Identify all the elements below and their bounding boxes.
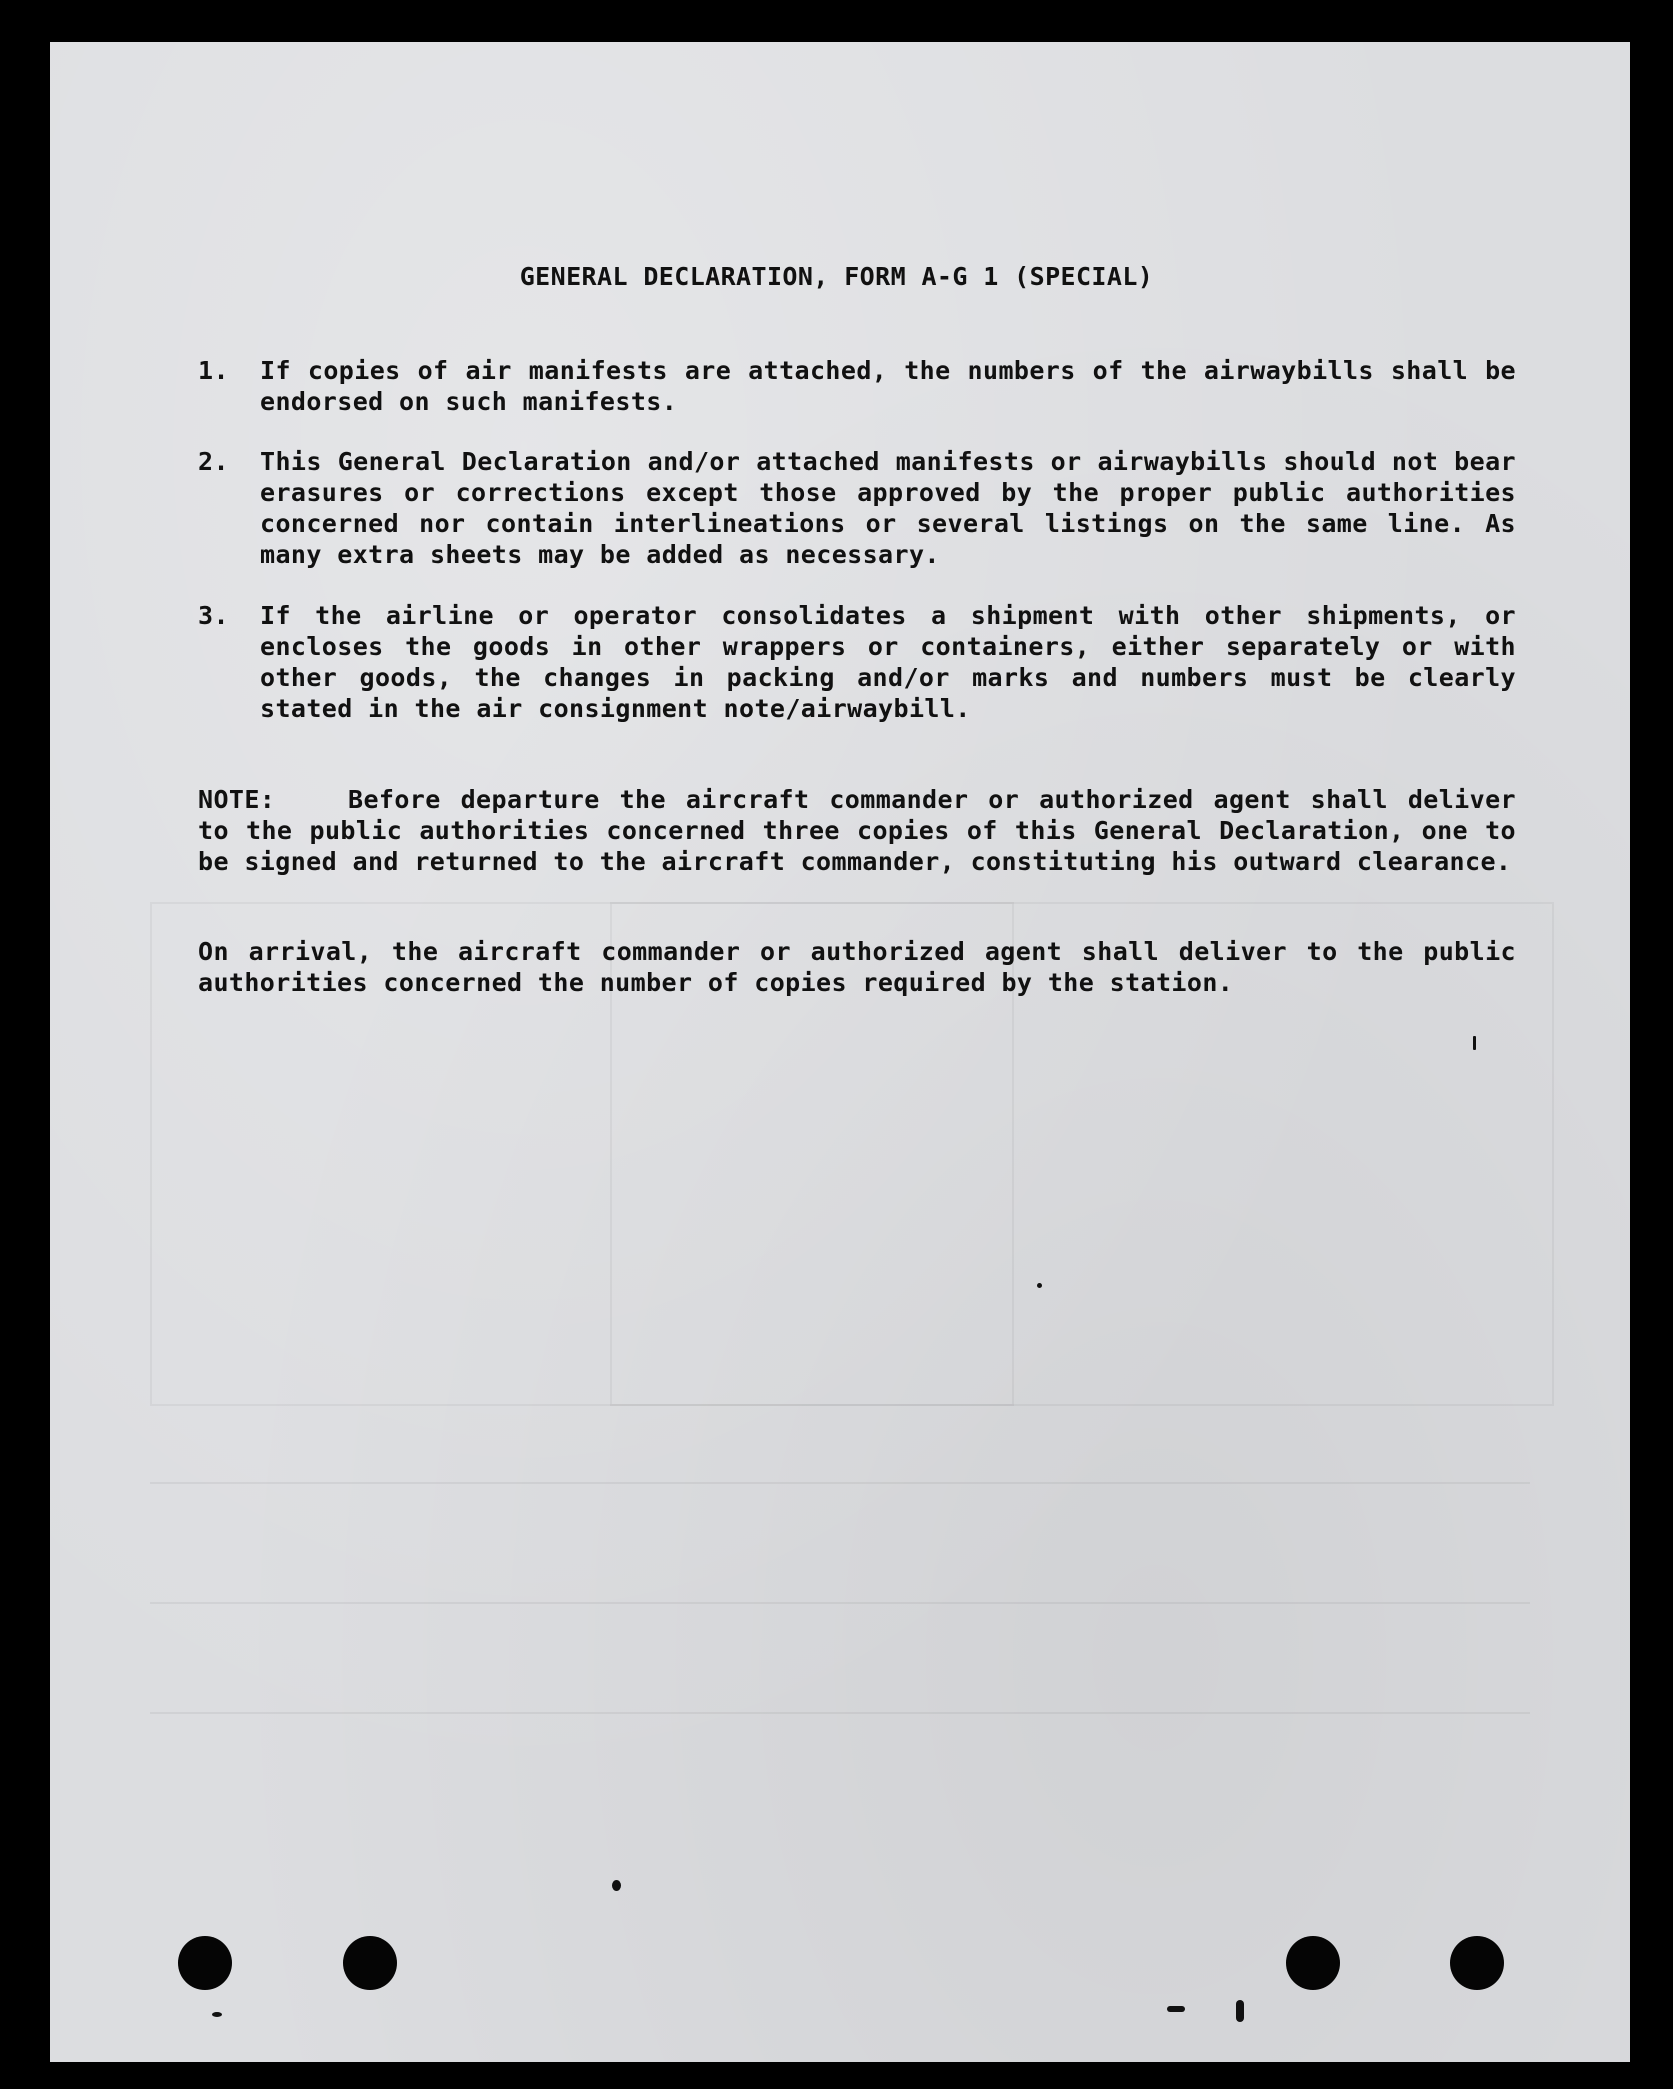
note-paragraph	[198, 784, 1516, 877]
scan-speck	[1037, 1283, 1042, 1288]
punch-hole-right-outer	[1450, 1936, 1504, 1990]
instruction-item-1	[198, 355, 1516, 417]
item-text: If copies of air manifests are attached, the numbers of the airwaybills shall be endorsed on such manifests.	[260, 356, 1516, 416]
scan-speck	[612, 1880, 621, 1891]
item-number: 2.	[198, 447, 229, 476]
document-title: GENERAL DECLARATION, FORM A-G 1 (SPECIAL)	[519, 262, 1154, 291]
punch-hole-left-outer	[178, 1936, 232, 1990]
arrival-paragraph: On arrival, the aircraft commander or authorized agent shall deliver to the public authorities concerned the number of copies required by the station.	[198, 937, 1516, 997]
show-through-rule	[150, 1482, 1530, 1484]
item-text: This General Declaration and/or attached manifests or airwaybills should not bear erasures or corrections except those approved by the proper public authorities concerned nor contain interlineations or several listings on the same line. As many extra sheets may be added as necessary.	[260, 447, 1516, 569]
item-number: 1.	[198, 356, 229, 385]
punch-hole-right-inner	[1286, 1936, 1340, 1990]
show-through-rule	[150, 1712, 1530, 1714]
scan-speck	[212, 2012, 222, 2017]
scan-speck	[1167, 2006, 1185, 2012]
punch-hole-left-inner	[343, 1936, 397, 1990]
show-through-rule	[150, 1602, 1530, 1604]
item-text: If the airline or operator consolidates a shipment with other shipments, or encloses the goods in other wrappers or containers, either separately or with other goods, the changes in packing and/or marks and numbers must be clearly stated in the air consignment note/airwaybill.	[260, 601, 1516, 723]
paper-sheet	[50, 42, 1630, 2062]
instruction-item-2	[198, 446, 1516, 570]
item-number: 3.	[198, 601, 229, 630]
note-text: Before departure the aircraft commander or authorized agent shall deliver to the public authorities concerned three copies of this General Declaration, one to be signed and returned to the aircraft commander, constituting his outward clearance.	[198, 785, 1516, 876]
note-label: NOTE:	[198, 785, 276, 814]
instruction-item-3	[198, 600, 1516, 724]
scan-speck	[1236, 2000, 1244, 2022]
scan-speck	[1473, 1036, 1476, 1050]
